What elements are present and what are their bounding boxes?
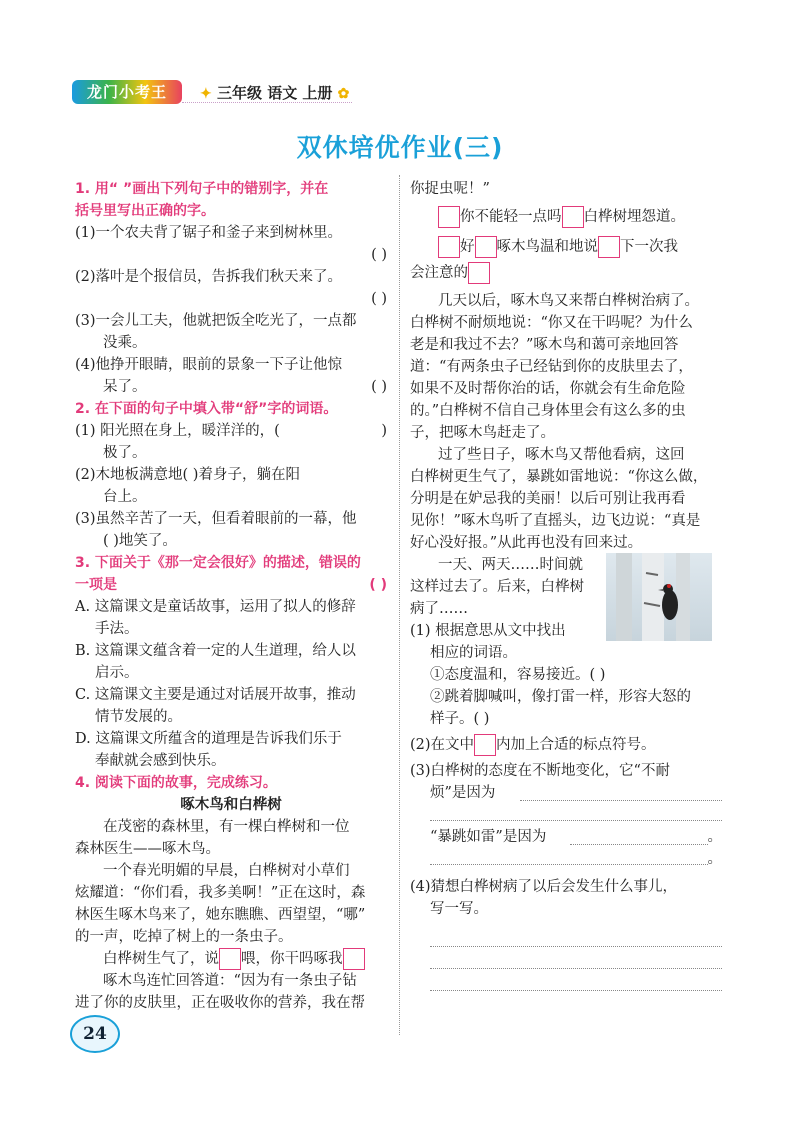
answer-line[interactable] [430, 864, 708, 865]
punctuation-box[interactable] [598, 236, 620, 258]
subq-4: (4)猜想白桦树病了以后会发生什么事儿， [410, 879, 678, 895]
punctuation-box[interactable] [562, 206, 584, 228]
story-paragraph: 在茂密的森林里，有一棵白桦树和一位 [103, 819, 350, 835]
answer-line[interactable] [430, 990, 722, 991]
story-paragraph: 一天、两天……时间就 [438, 557, 583, 573]
q1-item-3: (3)一会儿工夫，他就把饭全吃光了，一点都 [75, 313, 357, 329]
q2-item-1b: 极了。 [103, 445, 147, 461]
subq-1: (1) 根据意思从文中找出 [410, 623, 566, 639]
story-paragraph: 过了些日子，啄木鸟又帮他看病，这回 [438, 447, 685, 463]
story-paragraph: 啄木鸟连忙回答道：“因为有一条虫子钻 [103, 973, 357, 989]
story-title: 啄木鸟和白桦树 [180, 796, 282, 813]
q3-title: 3. 下面关于《那一定会很好》的描述，错误的 [75, 555, 361, 571]
punctuation-box[interactable] [219, 948, 241, 970]
punctuation-box[interactable] [438, 206, 460, 228]
q1-title-2: 括号里写出正确的字。 [75, 203, 215, 219]
star-icon: ✦ [200, 86, 212, 102]
answer-line[interactable] [430, 820, 722, 821]
q1-item-3b: 没乘。 [103, 335, 147, 351]
q2-item-2: (2)木地板满意地( )着身子，躺在阳 [75, 467, 300, 483]
left-column: 1. 用“ ”画出下列句子中的错别字，并在 括号里写出正确的字。 (1)一个农夫背了锯子和釜子来到树林里。 ( ) (2)落叶是个报信员，告拆我们秋天来了。 ( ) (3)一会儿工夫，他就把饭全吃光了，一点都 没乘。 (4)他挣开眼睛，眼前的景象一下子让他惊 呆了。 ( ) 2. 在下面的句子中填入带“舒”字的词语。 (1) 阳光照在身上，暖洋洋的，( ) 极了。 (2)木地板满意地( )着身子，躺在阳 台上。 (3)虽然辛苦了一天，但看着眼前的一幕，他 ( )地笑了。 3. 下面关于《那一定会很好》的描述，错误的 一项是 ( ) A. 这篇课文是童话故事，运用了拟人的修辞 手法。 B. 这篇课文蕴含着一定的人生道理，给人以 启示。 C. 这篇课文主要是通过对话展开故事，推动 情节发展的。 D. 这篇课文所蕴含的道理是告诉我们乐于 奉献就会感到快乐。 4. 阅读下面的故事，完成练习。 啄木鸟和白桦树 在茂密的森林里，有一棵白桦树和一位 森林医生——啄木鸟。 一个春光明媚的早晨，白桦树对小草们 炫耀道：“你们看，我多美啊！”正在这时，森 林医生啄木鸟来了，她东瞧瞧、西望望，“哪” 的一声，吃掉了树上的一条虫子。 白桦树生气了，说 喂，你干吗啄我 啄木鸟连忙回答道：“因为有一条虫子钻 进了你的皮肤里，正在吸收你的营养，我在帮 [75, 178, 387, 1014]
subq-3: (3)白桦树的态度在不断地变化，它“不耐 [410, 763, 670, 779]
q1-item-2: (2)落叶是个报信员，告拆我们秋天来了。 [75, 269, 343, 285]
q1-item-4: (4)他挣开眼睛，眼前的景象一下子让他惊 [75, 357, 343, 373]
answer-paren[interactable]: ( ) [371, 247, 387, 263]
q2-item-1: (1) 阳光照在身上，暖洋洋的，( [75, 423, 280, 439]
story-paragraph: 几天以后，啄木鸟又来帮白桦树治病了。 [438, 293, 699, 309]
q1-item-4b: 呆了。 [103, 379, 147, 395]
punctuation-box[interactable] [474, 734, 496, 756]
column-divider [399, 175, 400, 1035]
subq-1-b: ②跳着脚喊叫，像打雷一样，形容大怒的 [430, 689, 691, 705]
brand-logo: 龙门小考王 [72, 80, 182, 104]
q3-option-a: A. 这篇课文是童话故事，运用了拟人的修辞 [75, 599, 356, 615]
page-number: 24 [70, 1015, 120, 1053]
right-column: 你捉虫呢！” 你不能轻一点吗 白桦树埋怨道。 好 啄木鸟温和地说 下一次我 会注意的 几天以后，啄木鸟又来帮白桦树治病了。 白桦树不耐烦地说：“你又在干吗呢？为什么 老是和我过不去？”啄木鸟和蔼可亲地回答 道：“有两条虫子已经钻到你的皮肤里去了， 如果不及时帮你治的话，你就会有生命危险 的。”白桦树不信自己身体里会有这么多的虫 子，把啄木鸟赶走了。 过了些日子，啄木鸟又帮他看病，这回 白桦树更生气了，暴跳如雷地说：“你这么做， 分明是在妒忌我的美丽！以后可别让我再看 见你！”啄木鸟听了直摇头，边飞边说：“真是 好心没好报。”从此再也没有回来过。 一天、两天……时间就 这样过去了。后来，白桦树 病了…… (1) 根据意思从文中找出 相应的词语。 ①态度温和，容易接近。( ) ②跳着脚喊叫，像打雷一样，形容大怒的 样子。( ) (2)在文中 内加上合适的标点符号。 (3)白桦树的态度在不断地变化，它“不耐 烦”是因为 “暴跳如雷”是因为 。 。 (4)猜想白桦树病了以后会发生什么事儿， 写一写。 [410, 178, 722, 1010]
answer-paren[interactable]: ( ) [371, 291, 387, 307]
subq-2: (2)在文中 [410, 737, 475, 753]
punctuation-box[interactable] [438, 236, 460, 258]
punctuation-box[interactable] [468, 262, 490, 284]
q3-option-b: B. 这篇课文蕴含着一定的人生道理，给人以 [75, 643, 356, 659]
answer-line[interactable] [430, 968, 722, 969]
q2-item-3b: ( )地笑了。 [103, 533, 177, 549]
punctuation-box[interactable] [475, 236, 497, 258]
q3-option-d: D. 这篇课文所蕴含的道理是告诉我们乐于 [75, 731, 342, 747]
punctuation-box[interactable] [343, 948, 365, 970]
answer-line[interactable] [520, 800, 722, 801]
header-grade: ✦ 三年级 语文 上册 ✿ [200, 84, 350, 102]
q4-title: 4. 阅读下面的故事，完成练习。 [75, 775, 277, 791]
story-paragraph: 一个春光明媚的早晨，白桦树对小草们 [103, 863, 350, 879]
answer-line[interactable] [430, 946, 722, 947]
q3-option-c: C. 这篇课文主要是通过对话展开故事，推动 [75, 687, 356, 703]
subq-1-a[interactable]: ①态度温和，容易接近。( ) [430, 667, 606, 683]
answer-paren[interactable]: ( ) [369, 577, 387, 593]
q2-item-3: (3)虽然辛苦了一天，但看着眼前的一幕，他 [75, 511, 357, 527]
answer-paren[interactable]: ( ) [371, 379, 387, 395]
q1-title: 1. 用“ ”画出下列句子中的错别字，并在 [75, 181, 329, 197]
woodpecker-photo [606, 553, 712, 641]
q2-item-2b: 台上。 [103, 489, 147, 505]
q1-item-1: (1)一个农夫背了锯子和釜子来到树林里。 [75, 225, 343, 241]
q2-title: 2. 在下面的句子中填入带“舒”字的词语。 [75, 401, 338, 417]
page-title: 双休培优作业(三) [296, 133, 504, 162]
answer-line[interactable] [570, 844, 708, 845]
star-icon: ✿ [337, 86, 350, 102]
